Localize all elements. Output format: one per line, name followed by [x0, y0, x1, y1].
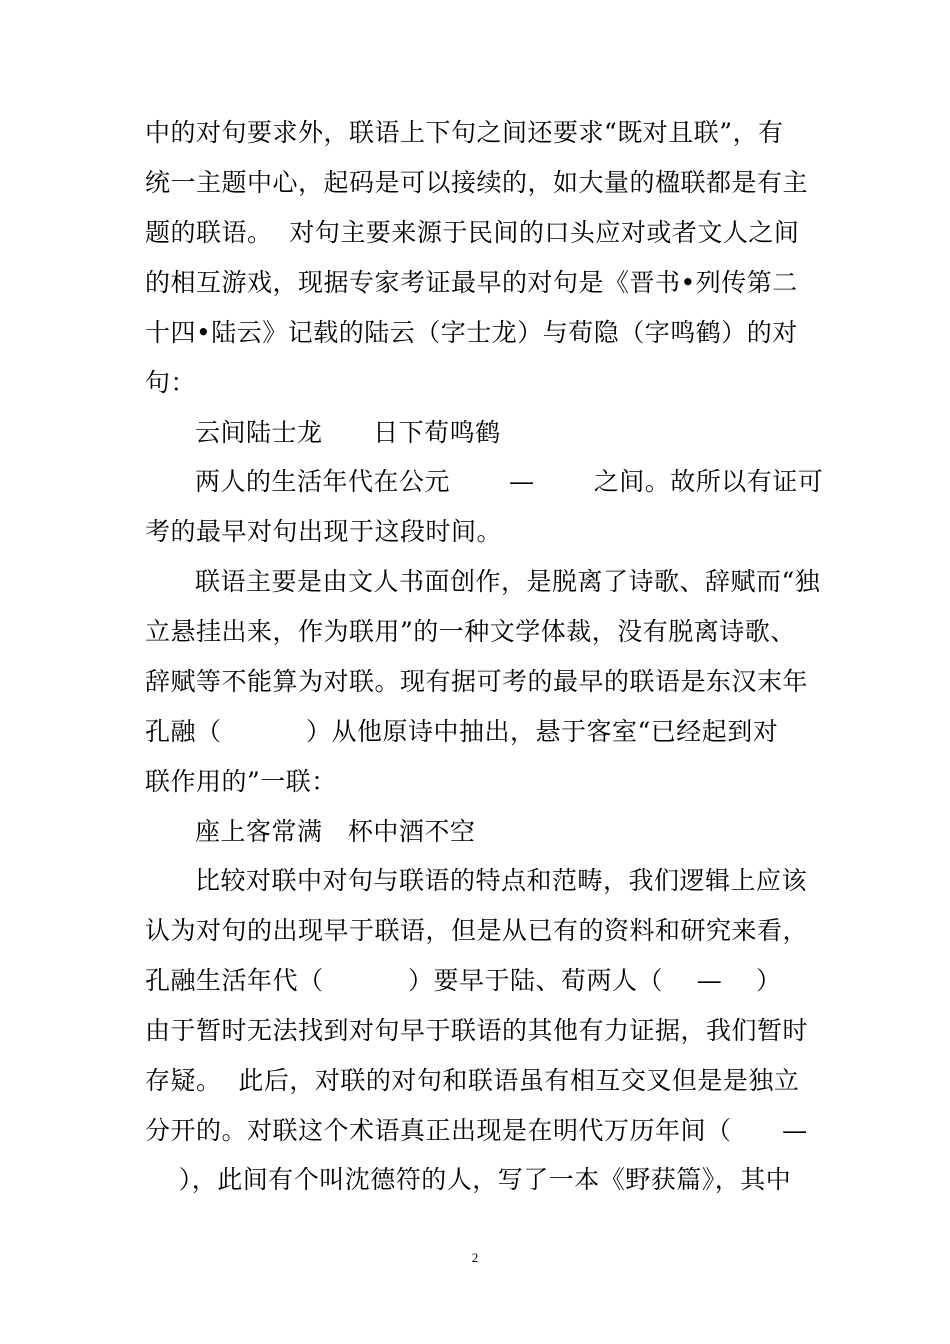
text-line: 考的最早对句出现于这段时间。 — [145, 517, 503, 546]
text-line: 由于暂时无法找到对句早于联语的其他有力证据，我们暂时 — [145, 1016, 809, 1045]
couplet-line: 云间陆士龙 日下荀鸣鹤 — [195, 418, 501, 447]
text-line: 两人的生活年代在公元 — 之间。故所以有证可 — [195, 467, 824, 496]
text-line: 的相互游戏，现据专家考证最早的对句是《晋书•列传第二 — [145, 268, 798, 297]
text-line: 十四•陆云》记载的陆云（字士龙）与荀隐（字鸣鹤）的对 — [145, 318, 798, 347]
text-line: 分开的。对联这个术语真正出现是在明代万历年间（ — — [145, 1116, 808, 1145]
text-line: 比较对联中对句与联语的特点和范畴，我们逻辑上应该 — [195, 866, 808, 895]
page-number: 2 — [471, 1250, 479, 1265]
text-line: ），此间有个叫沈德符的人，写了一本《野获篇》，其中 — [145, 1165, 792, 1194]
text-line: 联作用的”一联： — [145, 767, 337, 796]
text-line: 联语主要是由文人书面创作，是脱离了诗歌、辞赋而“独 — [195, 567, 821, 596]
text-line: 辞赋等不能算为对联。现有据可考的最早的联语是东汉末年 — [145, 667, 809, 696]
text-line: 句： — [145, 368, 197, 397]
text-line: 中的对句要求外，联语上下句之间还要求“既对且联”，有 — [145, 118, 784, 147]
text-line: 孔融生活年代（ ）要早于陆、荀两人（ — ） — [145, 966, 782, 995]
text-line: 统一主题中心，起码是可以接续的，如大量的楹联都是有主 — [145, 168, 809, 197]
text-line: 题的联语。 对句主要来源于民间的口头应对或者文人之间 — [145, 218, 800, 247]
couplet-line: 座上客常满 杯中酒不空 — [195, 817, 476, 846]
text-line: 认为对句的出现早于联语，但是从已有的资料和研究来看， — [145, 916, 809, 945]
text-line: 孔融（ ）从他原诗中抽出，悬于客室“已经起到对 — [145, 717, 779, 746]
text-line: 立悬挂出来，作为联用”的一种文学体裁，没有脱离诗歌、 — [145, 617, 796, 646]
text-line: 存疑。 此后，对联的对句和联语虽有相互交叉但是是独立 — [145, 1066, 800, 1095]
